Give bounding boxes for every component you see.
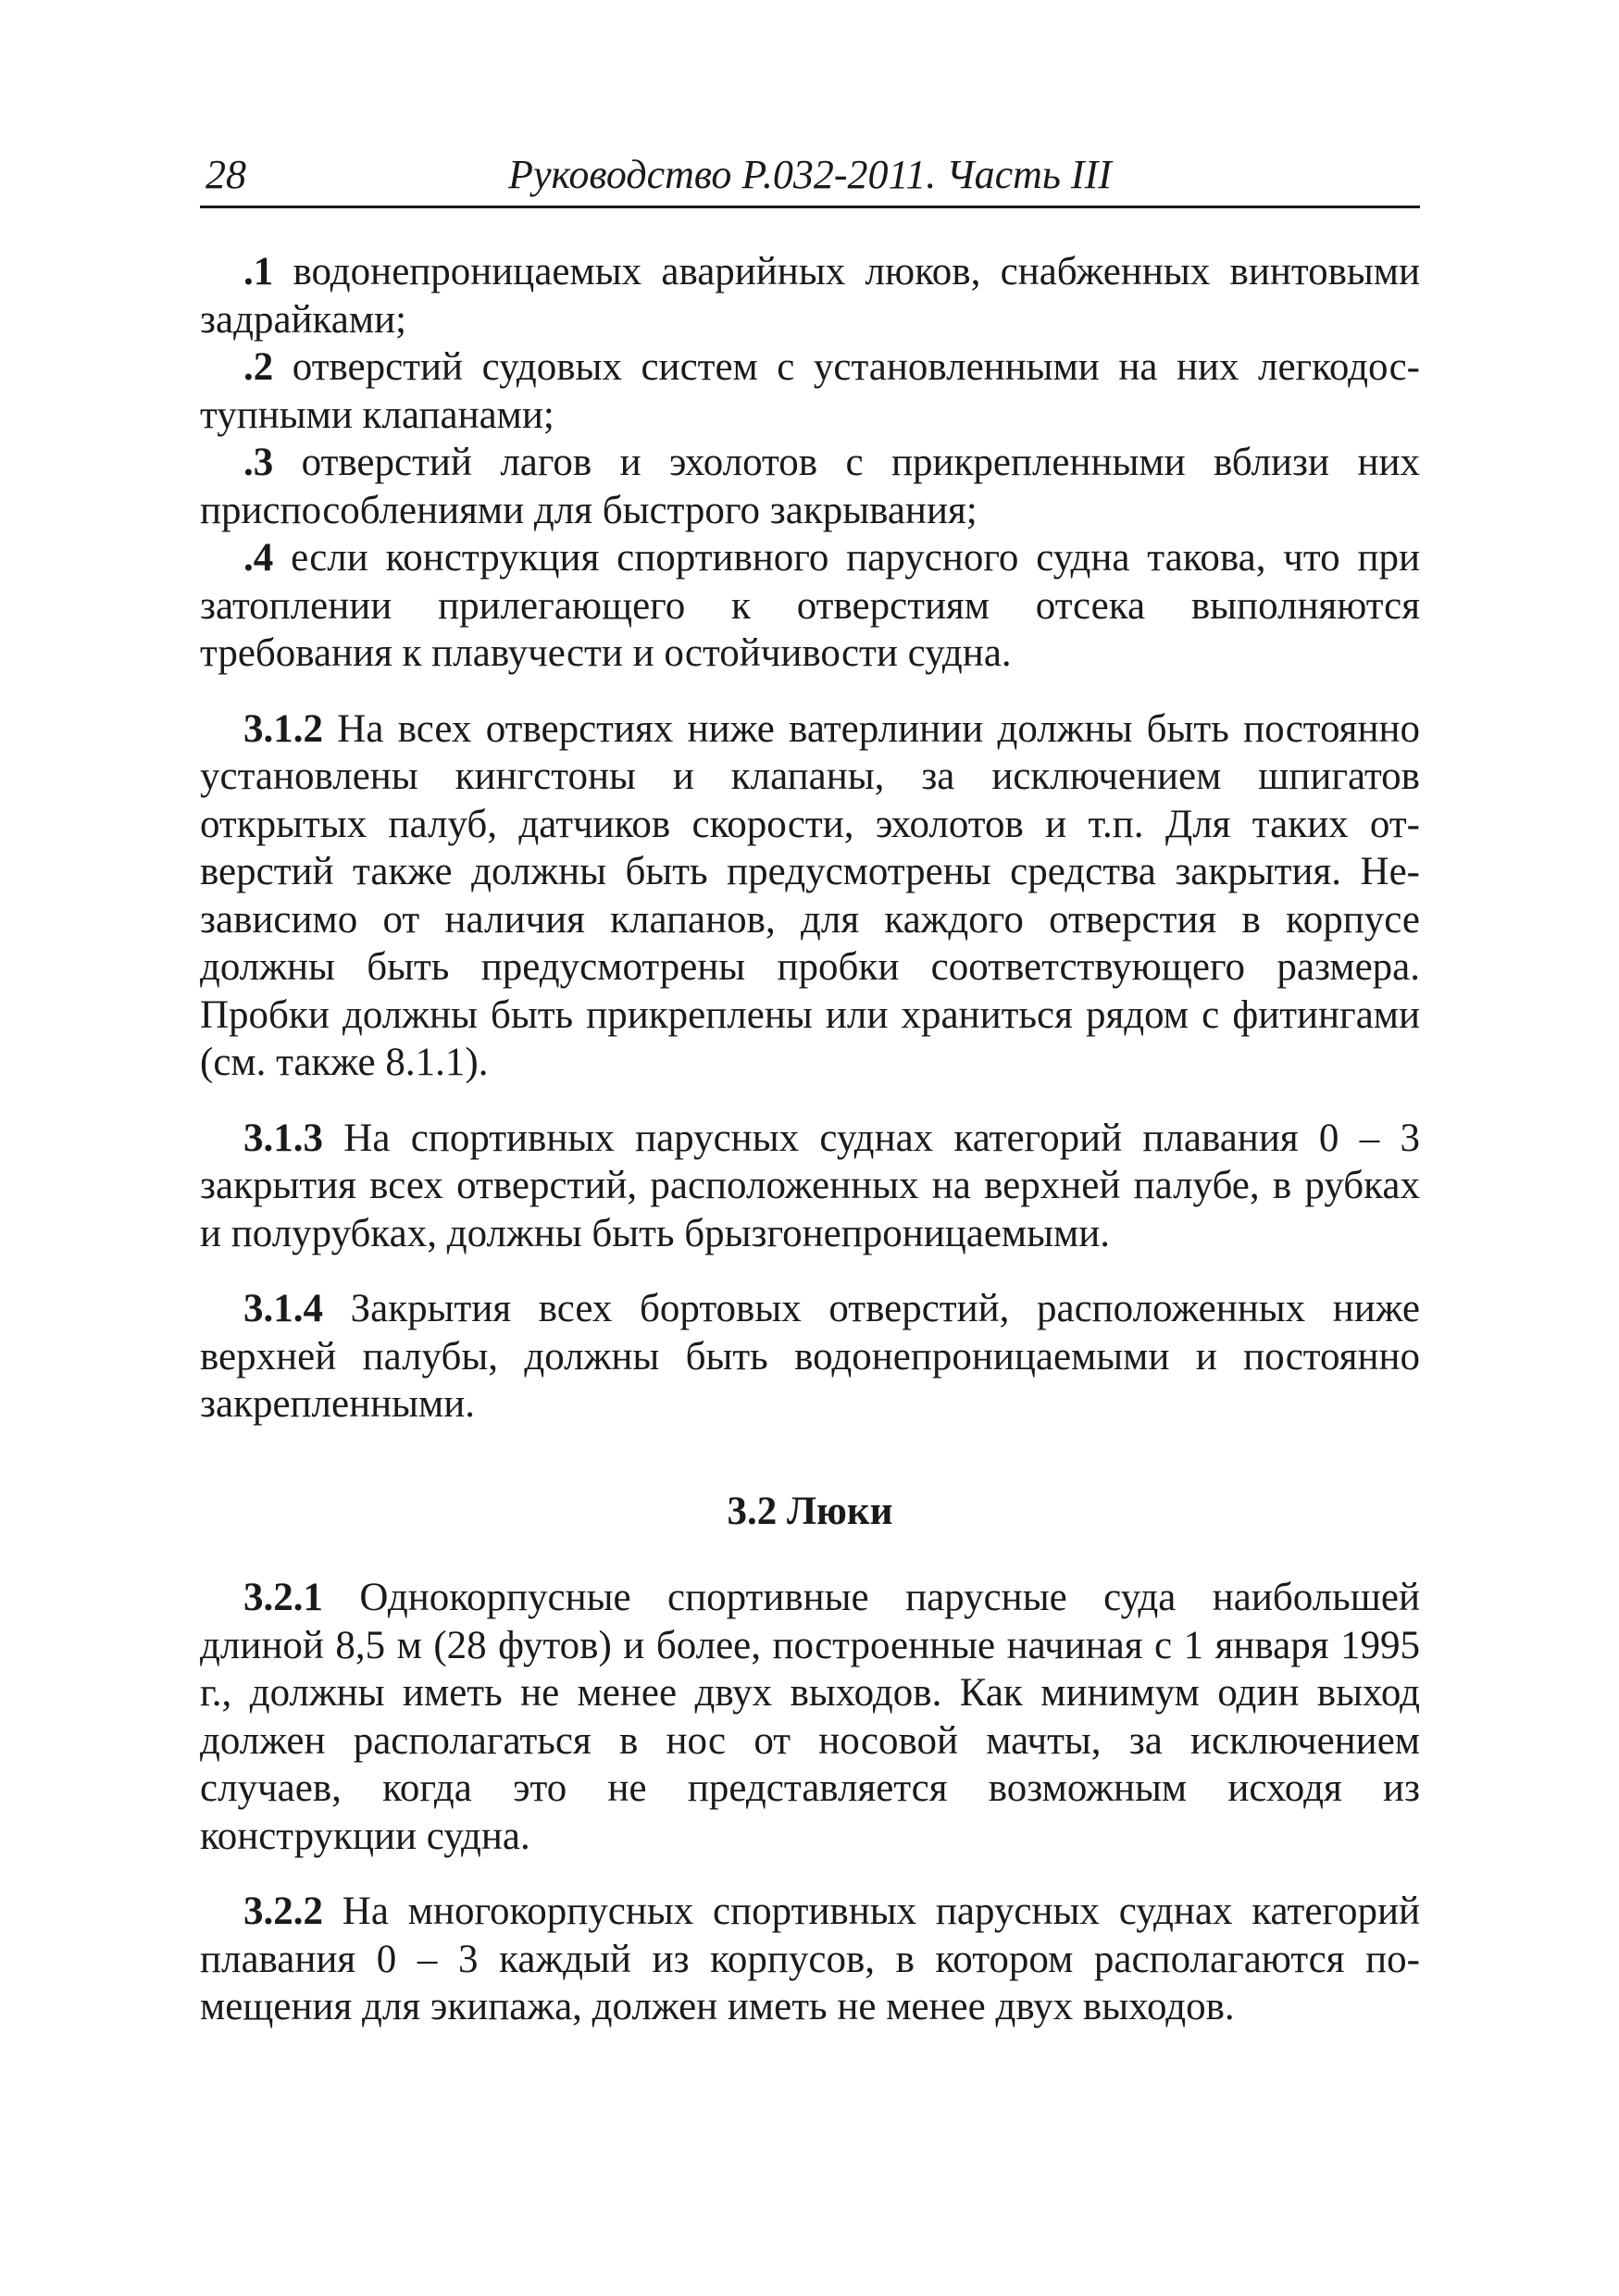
clause-3-2-1	[200, 1574, 1420, 1860]
clause-number: 3.1.2	[243, 706, 323, 751]
list-item-text: водонепроницаемых аварийных люков, снабженных винтовыми задрайками;	[200, 250, 1420, 342]
clause-text: На многокорпусных спортивных парусных суднах категорий плавания 0 – 3 каждый из корпусов, в котором располагаются помещения для экипажа, должен иметь не менее двух выходов.	[200, 1890, 1420, 2028]
list-item	[200, 534, 1420, 678]
clause-3-1-3	[200, 1115, 1420, 1258]
page-number: 28	[205, 152, 246, 197]
clause-text: Закрытия всех бортовых отверстий, расположенных ниже верхней палубы, должны быть водонепроницаемыми и постоянно закрепленными.	[200, 1287, 1420, 1426]
list-item-number: .2	[243, 345, 274, 389]
list-item-number: .4	[243, 536, 274, 580]
list-item	[200, 439, 1420, 534]
clause-number: 3.2.1	[243, 1576, 323, 1619]
list-item-text: если конструкция спортивного парусного судна такова, что при затоплении прилегающего к отверстиям отсека выполняются требования к плавучести и остойчивости судна.	[200, 536, 1420, 675]
list-item-number: .1	[243, 250, 274, 293]
section-heading: 3.2 Люки	[727, 1489, 893, 1533]
clause-3-2-2	[200, 1888, 1420, 2031]
clause-number: 3.2.2	[243, 1890, 323, 1933]
list-item-text: отверстий лагов и эхолотов с прикрепленными вблизи них приспособлениями для быстрого закрывания;	[200, 441, 1420, 532]
clause-text: Однокорпусные спортивные парусные суда наибольшей длиной 8,5 м (28 футов) и более, построенные начиная с 1 января 1995 г., должны иметь не менее двух выходов. Как минимум один выход должен располагаться в нос от носовой мачты, за исключением случаев, когда это не представляется возможным исходя из конструкции судна.	[200, 1576, 1420, 1858]
list-item	[200, 248, 1420, 343]
page-body	[200, 248, 1420, 2031]
clause-text: На спортивных парусных суднах категорий плавания 0 – 3 закрытия всех отверстий, расположенных на верхней палубе, в рубках и полурубках, должны быть брызгонепроницаемыми.	[200, 1116, 1420, 1255]
clause-3-1-4	[200, 1285, 1420, 1429]
clause-text: На всех отверстиях ниже ватерлинии должны быть постоянно установлены кингстоны и клапаны, за исключением шпигатов открытых палуб, датчиков скорости, эхолотов и т.п. Для таких отверстий также должны быть предусмотрены средства закрытия. Независимо от наличия клапанов, для каждого отверстия в корпусе должны быть предусмотрены пробки соответствующего размера. Пробки должны быть прикреплены или храниться рядом с фитингами (см. также 8.1.1).	[200, 706, 1420, 1084]
clause-number: 3.1.4	[243, 1287, 323, 1330]
list-item-number: .3	[243, 441, 274, 484]
list-item	[200, 343, 1420, 439]
list-item-text: отверстий судовых систем с установленными на них легкодоступными клапанами;	[200, 345, 1420, 437]
running-title: Руководство Р.032-2011. Часть III	[508, 152, 1112, 197]
clause-3-1-2	[200, 705, 1420, 1087]
page-header	[200, 148, 1420, 208]
clause-number: 3.1.3	[243, 1116, 323, 1160]
